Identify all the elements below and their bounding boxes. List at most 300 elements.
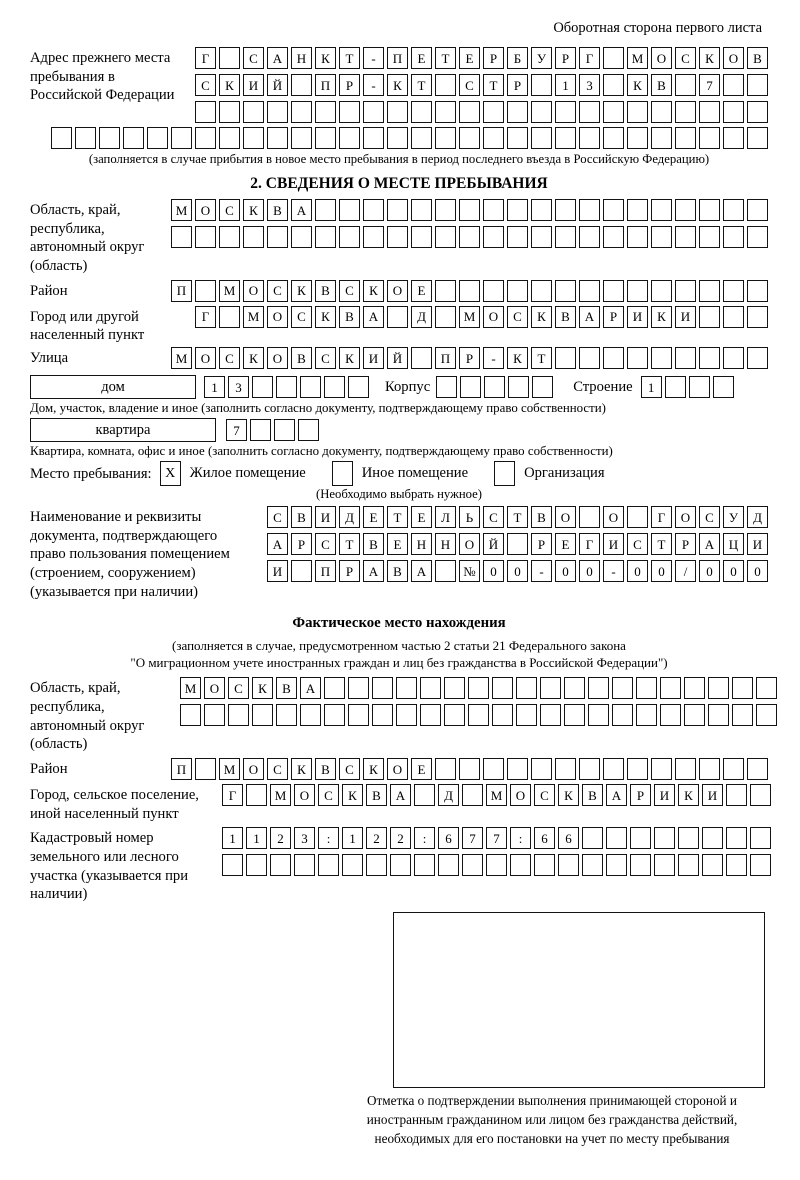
- char-cell[interactable]: [540, 677, 561, 699]
- char-cell[interactable]: [699, 127, 720, 149]
- char-cell[interactable]: [219, 101, 240, 123]
- char-cell[interactable]: А: [411, 560, 432, 582]
- char-cell[interactable]: [747, 101, 768, 123]
- char-cell[interactable]: Е: [459, 47, 480, 69]
- char-cell[interactable]: [603, 199, 624, 221]
- char-cell[interactable]: 1: [641, 376, 662, 398]
- char-cell[interactable]: Н: [291, 47, 312, 69]
- char-cell[interactable]: [363, 101, 384, 123]
- char-cell[interactable]: [606, 854, 627, 876]
- char-cell[interactable]: [339, 226, 360, 248]
- char-cell[interactable]: [486, 854, 507, 876]
- checkbox-inoe-pomeshchenie[interactable]: [332, 461, 353, 486]
- char-cell[interactable]: О: [294, 784, 315, 806]
- char-cell[interactable]: [339, 127, 360, 149]
- char-cell[interactable]: [555, 347, 576, 369]
- char-cell[interactable]: [579, 758, 600, 780]
- char-cell[interactable]: [630, 827, 651, 849]
- char-cell[interactable]: [483, 127, 504, 149]
- char-cell[interactable]: [243, 226, 264, 248]
- char-cell[interactable]: [750, 854, 771, 876]
- char-cell[interactable]: Р: [531, 533, 552, 555]
- char-cell[interactable]: Д: [411, 306, 432, 328]
- char-cell[interactable]: Г: [579, 47, 600, 69]
- char-cell[interactable]: [219, 226, 240, 248]
- char-cell[interactable]: [246, 784, 267, 806]
- char-cell[interactable]: [651, 101, 672, 123]
- char-cell[interactable]: [507, 226, 528, 248]
- char-cell[interactable]: [699, 199, 720, 221]
- char-cell[interactable]: [483, 101, 504, 123]
- char-cell[interactable]: [726, 784, 747, 806]
- char-cell[interactable]: [723, 127, 744, 149]
- char-cell[interactable]: [298, 419, 319, 441]
- char-cell[interactable]: [564, 704, 585, 726]
- char-cell[interactable]: [699, 101, 720, 123]
- char-cell[interactable]: К: [627, 74, 648, 96]
- char-cell[interactable]: С: [267, 758, 288, 780]
- char-cell[interactable]: [531, 101, 552, 123]
- char-cell[interactable]: [171, 127, 192, 149]
- char-cell[interactable]: [411, 347, 432, 369]
- char-cell[interactable]: С: [195, 74, 216, 96]
- char-cell[interactable]: [435, 74, 456, 96]
- char-cell[interactable]: [603, 347, 624, 369]
- char-cell[interactable]: 1: [246, 827, 267, 849]
- char-cell[interactable]: [756, 704, 777, 726]
- char-cell[interactable]: [276, 376, 297, 398]
- char-cell[interactable]: [390, 854, 411, 876]
- char-cell[interactable]: О: [555, 506, 576, 528]
- char-cell[interactable]: С: [219, 199, 240, 221]
- char-cell[interactable]: 3: [294, 827, 315, 849]
- char-cell[interactable]: Е: [411, 758, 432, 780]
- char-cell[interactable]: [411, 199, 432, 221]
- char-cell[interactable]: О: [195, 199, 216, 221]
- char-cell[interactable]: В: [291, 506, 312, 528]
- char-cell[interactable]: Р: [603, 306, 624, 328]
- char-cell[interactable]: [219, 127, 240, 149]
- char-cell[interactable]: [555, 758, 576, 780]
- char-cell[interactable]: И: [363, 347, 384, 369]
- char-cell[interactable]: [603, 101, 624, 123]
- char-cell[interactable]: В: [339, 306, 360, 328]
- char-cell[interactable]: [195, 280, 216, 302]
- char-cell[interactable]: [531, 199, 552, 221]
- char-cell[interactable]: И: [627, 306, 648, 328]
- char-cell[interactable]: [555, 101, 576, 123]
- char-cell[interactable]: [460, 376, 481, 398]
- char-cell[interactable]: Е: [411, 506, 432, 528]
- char-cell[interactable]: [444, 704, 465, 726]
- char-cell[interactable]: Т: [483, 74, 504, 96]
- char-cell[interactable]: О: [243, 758, 264, 780]
- char-cell[interactable]: [324, 376, 345, 398]
- char-cell[interactable]: [483, 280, 504, 302]
- char-cell[interactable]: С: [675, 47, 696, 69]
- char-cell[interactable]: С: [315, 347, 336, 369]
- char-cell[interactable]: О: [459, 533, 480, 555]
- char-cell[interactable]: [507, 758, 528, 780]
- char-cell[interactable]: О: [675, 506, 696, 528]
- char-cell[interactable]: Н: [411, 533, 432, 555]
- char-cell[interactable]: И: [675, 306, 696, 328]
- char-cell[interactable]: О: [195, 347, 216, 369]
- char-cell[interactable]: [675, 127, 696, 149]
- char-cell[interactable]: О: [651, 47, 672, 69]
- char-cell[interactable]: [747, 74, 768, 96]
- char-cell[interactable]: [678, 827, 699, 849]
- char-cell[interactable]: Т: [411, 74, 432, 96]
- char-cell[interactable]: В: [276, 677, 297, 699]
- char-cell[interactable]: [756, 677, 777, 699]
- char-cell[interactable]: [435, 101, 456, 123]
- char-cell[interactable]: [459, 226, 480, 248]
- char-cell[interactable]: [468, 677, 489, 699]
- char-cell[interactable]: [291, 101, 312, 123]
- char-cell[interactable]: М: [243, 306, 264, 328]
- char-cell[interactable]: [531, 127, 552, 149]
- char-cell[interactable]: А: [267, 533, 288, 555]
- char-cell[interactable]: В: [315, 280, 336, 302]
- char-cell[interactable]: П: [387, 47, 408, 69]
- char-cell[interactable]: К: [243, 199, 264, 221]
- char-cell[interactable]: О: [603, 506, 624, 528]
- char-cell[interactable]: 0: [627, 560, 648, 582]
- char-cell[interactable]: :: [318, 827, 339, 849]
- char-cell[interactable]: [675, 758, 696, 780]
- char-cell[interactable]: С: [459, 74, 480, 96]
- char-cell[interactable]: [436, 376, 457, 398]
- char-cell[interactable]: М: [180, 677, 201, 699]
- char-cell[interactable]: [348, 677, 369, 699]
- char-cell[interactable]: [270, 854, 291, 876]
- char-cell[interactable]: 3: [579, 74, 600, 96]
- char-cell[interactable]: [387, 199, 408, 221]
- char-cell[interactable]: [435, 560, 456, 582]
- char-cell[interactable]: 0: [483, 560, 504, 582]
- char-cell[interactable]: [228, 704, 249, 726]
- char-cell[interactable]: [414, 784, 435, 806]
- char-cell[interactable]: [723, 280, 744, 302]
- char-cell[interactable]: [459, 758, 480, 780]
- char-cell[interactable]: С: [267, 280, 288, 302]
- char-cell[interactable]: [708, 677, 729, 699]
- char-cell[interactable]: [603, 280, 624, 302]
- char-cell[interactable]: С: [339, 280, 360, 302]
- char-cell[interactable]: [250, 419, 271, 441]
- char-cell[interactable]: К: [387, 74, 408, 96]
- char-cell[interactable]: [219, 306, 240, 328]
- char-cell[interactable]: [51, 127, 72, 149]
- char-cell[interactable]: :: [414, 827, 435, 849]
- char-cell[interactable]: К: [363, 758, 384, 780]
- char-cell[interactable]: [204, 704, 225, 726]
- char-cell[interactable]: [267, 101, 288, 123]
- char-cell[interactable]: [435, 127, 456, 149]
- char-cell[interactable]: [315, 101, 336, 123]
- char-cell[interactable]: О: [387, 280, 408, 302]
- char-cell[interactable]: О: [267, 306, 288, 328]
- char-cell[interactable]: [315, 127, 336, 149]
- char-cell[interactable]: [462, 784, 483, 806]
- char-cell[interactable]: П: [315, 74, 336, 96]
- char-cell[interactable]: [366, 854, 387, 876]
- char-cell[interactable]: [363, 127, 384, 149]
- char-cell[interactable]: [483, 199, 504, 221]
- char-cell[interactable]: [627, 127, 648, 149]
- char-cell[interactable]: К: [699, 47, 720, 69]
- char-cell[interactable]: К: [291, 758, 312, 780]
- char-cell[interactable]: И: [702, 784, 723, 806]
- char-cell[interactable]: Е: [363, 506, 384, 528]
- char-cell[interactable]: К: [315, 306, 336, 328]
- char-cell[interactable]: М: [486, 784, 507, 806]
- char-cell[interactable]: 1: [222, 827, 243, 849]
- char-cell[interactable]: К: [651, 306, 672, 328]
- char-cell[interactable]: [267, 127, 288, 149]
- char-cell[interactable]: 1: [342, 827, 363, 849]
- char-cell[interactable]: 6: [558, 827, 579, 849]
- char-cell[interactable]: [387, 226, 408, 248]
- char-cell[interactable]: [372, 704, 393, 726]
- char-cell[interactable]: П: [171, 758, 192, 780]
- char-cell[interactable]: [363, 199, 384, 221]
- char-cell[interactable]: [411, 127, 432, 149]
- char-cell[interactable]: [675, 101, 696, 123]
- char-cell[interactable]: №: [459, 560, 480, 582]
- char-cell[interactable]: [660, 677, 681, 699]
- char-cell[interactable]: [435, 280, 456, 302]
- char-cell[interactable]: 2: [270, 827, 291, 849]
- char-cell[interactable]: [462, 854, 483, 876]
- char-cell[interactable]: М: [627, 47, 648, 69]
- char-cell[interactable]: Е: [387, 533, 408, 555]
- char-cell[interactable]: [459, 280, 480, 302]
- char-cell[interactable]: [699, 347, 720, 369]
- kvartira-box[interactable]: квартира: [30, 418, 216, 442]
- char-cell[interactable]: М: [459, 306, 480, 328]
- char-cell[interactable]: Р: [630, 784, 651, 806]
- char-cell[interactable]: [531, 758, 552, 780]
- char-cell[interactable]: В: [315, 758, 336, 780]
- char-cell[interactable]: [516, 677, 537, 699]
- char-cell[interactable]: Р: [339, 560, 360, 582]
- char-cell[interactable]: [678, 854, 699, 876]
- char-cell[interactable]: А: [363, 306, 384, 328]
- char-cell[interactable]: 0: [555, 560, 576, 582]
- char-cell[interactable]: 6: [438, 827, 459, 849]
- char-cell[interactable]: [627, 280, 648, 302]
- char-cell[interactable]: [531, 280, 552, 302]
- char-cell[interactable]: [483, 758, 504, 780]
- char-cell[interactable]: [396, 677, 417, 699]
- char-cell[interactable]: С: [291, 306, 312, 328]
- char-cell[interactable]: [603, 127, 624, 149]
- char-cell[interactable]: [579, 127, 600, 149]
- char-cell[interactable]: [420, 704, 441, 726]
- char-cell[interactable]: [699, 306, 720, 328]
- char-cell[interactable]: [243, 101, 264, 123]
- char-cell[interactable]: [222, 854, 243, 876]
- char-cell[interactable]: С: [483, 506, 504, 528]
- char-cell[interactable]: [558, 854, 579, 876]
- char-cell[interactable]: [438, 854, 459, 876]
- char-cell[interactable]: 2: [390, 827, 411, 849]
- char-cell[interactable]: И: [654, 784, 675, 806]
- char-cell[interactable]: [651, 226, 672, 248]
- char-cell[interactable]: [195, 758, 216, 780]
- char-cell[interactable]: У: [531, 47, 552, 69]
- char-cell[interactable]: С: [534, 784, 555, 806]
- char-cell[interactable]: [702, 854, 723, 876]
- char-cell[interactable]: [579, 226, 600, 248]
- char-cell[interactable]: [387, 101, 408, 123]
- char-cell[interactable]: И: [603, 533, 624, 555]
- char-cell[interactable]: [532, 376, 553, 398]
- char-cell[interactable]: У: [723, 506, 744, 528]
- char-cell[interactable]: Р: [507, 74, 528, 96]
- char-cell[interactable]: 2: [366, 827, 387, 849]
- char-cell[interactable]: [291, 74, 312, 96]
- char-cell[interactable]: -: [531, 560, 552, 582]
- char-cell[interactable]: [195, 127, 216, 149]
- char-cell[interactable]: [665, 376, 686, 398]
- char-cell[interactable]: К: [291, 280, 312, 302]
- char-cell[interactable]: О: [243, 280, 264, 302]
- char-cell[interactable]: [507, 199, 528, 221]
- char-cell[interactable]: [372, 677, 393, 699]
- char-cell[interactable]: К: [243, 347, 264, 369]
- char-cell[interactable]: Д: [747, 506, 768, 528]
- char-cell[interactable]: К: [219, 74, 240, 96]
- char-cell[interactable]: Г: [195, 306, 216, 328]
- dom-box[interactable]: дом: [30, 375, 196, 399]
- char-cell[interactable]: [627, 199, 648, 221]
- char-cell[interactable]: [123, 127, 144, 149]
- char-cell[interactable]: 7: [462, 827, 483, 849]
- char-cell[interactable]: [274, 419, 295, 441]
- char-cell[interactable]: [540, 704, 561, 726]
- char-cell[interactable]: [294, 854, 315, 876]
- char-cell[interactable]: [252, 376, 273, 398]
- char-cell[interactable]: -: [483, 347, 504, 369]
- char-cell[interactable]: С: [318, 784, 339, 806]
- char-cell[interactable]: [723, 306, 744, 328]
- char-cell[interactable]: [747, 347, 768, 369]
- char-cell[interactable]: [507, 280, 528, 302]
- char-cell[interactable]: [435, 199, 456, 221]
- char-cell[interactable]: [291, 127, 312, 149]
- char-cell[interactable]: [510, 854, 531, 876]
- char-cell[interactable]: 3: [228, 376, 249, 398]
- char-cell[interactable]: [420, 677, 441, 699]
- char-cell[interactable]: М: [219, 758, 240, 780]
- char-cell[interactable]: С: [699, 506, 720, 528]
- char-cell[interactable]: [654, 854, 675, 876]
- char-cell[interactable]: [291, 226, 312, 248]
- char-cell[interactable]: К: [342, 784, 363, 806]
- char-cell[interactable]: [747, 226, 768, 248]
- char-cell[interactable]: [627, 347, 648, 369]
- char-cell[interactable]: О: [483, 306, 504, 328]
- char-cell[interactable]: К: [363, 280, 384, 302]
- char-cell[interactable]: [318, 854, 339, 876]
- char-cell[interactable]: [555, 199, 576, 221]
- char-cell[interactable]: [579, 347, 600, 369]
- char-cell[interactable]: [564, 677, 585, 699]
- char-cell[interactable]: [508, 376, 529, 398]
- char-cell[interactable]: [612, 704, 633, 726]
- char-cell[interactable]: [636, 704, 657, 726]
- char-cell[interactable]: В: [651, 74, 672, 96]
- char-cell[interactable]: А: [267, 47, 288, 69]
- char-cell[interactable]: Д: [438, 784, 459, 806]
- char-cell[interactable]: Т: [507, 506, 528, 528]
- char-cell[interactable]: П: [315, 560, 336, 582]
- char-cell[interactable]: Т: [387, 506, 408, 528]
- char-cell[interactable]: [276, 704, 297, 726]
- char-cell[interactable]: К: [339, 347, 360, 369]
- char-cell[interactable]: Й: [267, 74, 288, 96]
- char-cell[interactable]: Е: [411, 280, 432, 302]
- char-cell[interactable]: [99, 127, 120, 149]
- char-cell[interactable]: [435, 306, 456, 328]
- char-cell[interactable]: Н: [435, 533, 456, 555]
- char-cell[interactable]: [675, 199, 696, 221]
- char-cell[interactable]: П: [171, 280, 192, 302]
- char-cell[interactable]: 0: [579, 560, 600, 582]
- char-cell[interactable]: [603, 758, 624, 780]
- char-cell[interactable]: [492, 704, 513, 726]
- char-cell[interactable]: С: [219, 347, 240, 369]
- char-cell[interactable]: [702, 827, 723, 849]
- char-cell[interactable]: [516, 704, 537, 726]
- char-cell[interactable]: [195, 101, 216, 123]
- char-cell[interactable]: [627, 101, 648, 123]
- char-cell[interactable]: Л: [435, 506, 456, 528]
- char-cell[interactable]: Т: [435, 47, 456, 69]
- char-cell[interactable]: С: [627, 533, 648, 555]
- char-cell[interactable]: [747, 199, 768, 221]
- char-cell[interactable]: [651, 758, 672, 780]
- char-cell[interactable]: [555, 127, 576, 149]
- char-cell[interactable]: [747, 127, 768, 149]
- char-cell[interactable]: [603, 47, 624, 69]
- char-cell[interactable]: [252, 704, 273, 726]
- char-cell[interactable]: [342, 854, 363, 876]
- char-cell[interactable]: К: [558, 784, 579, 806]
- char-cell[interactable]: [675, 226, 696, 248]
- char-cell[interactable]: [675, 74, 696, 96]
- char-cell[interactable]: Ц: [723, 533, 744, 555]
- char-cell[interactable]: [723, 226, 744, 248]
- char-cell[interactable]: В: [363, 533, 384, 555]
- checkbox-zhiloe-pomeshchenie[interactable]: X: [160, 461, 181, 486]
- char-cell[interactable]: Г: [222, 784, 243, 806]
- char-cell[interactable]: Р: [339, 74, 360, 96]
- char-cell[interactable]: [411, 226, 432, 248]
- char-cell[interactable]: [603, 74, 624, 96]
- char-cell[interactable]: [579, 199, 600, 221]
- char-cell[interactable]: 0: [723, 560, 744, 582]
- char-cell[interactable]: А: [291, 199, 312, 221]
- char-cell[interactable]: М: [270, 784, 291, 806]
- char-cell[interactable]: [459, 101, 480, 123]
- char-cell[interactable]: [459, 199, 480, 221]
- char-cell[interactable]: В: [555, 306, 576, 328]
- char-cell[interactable]: [339, 199, 360, 221]
